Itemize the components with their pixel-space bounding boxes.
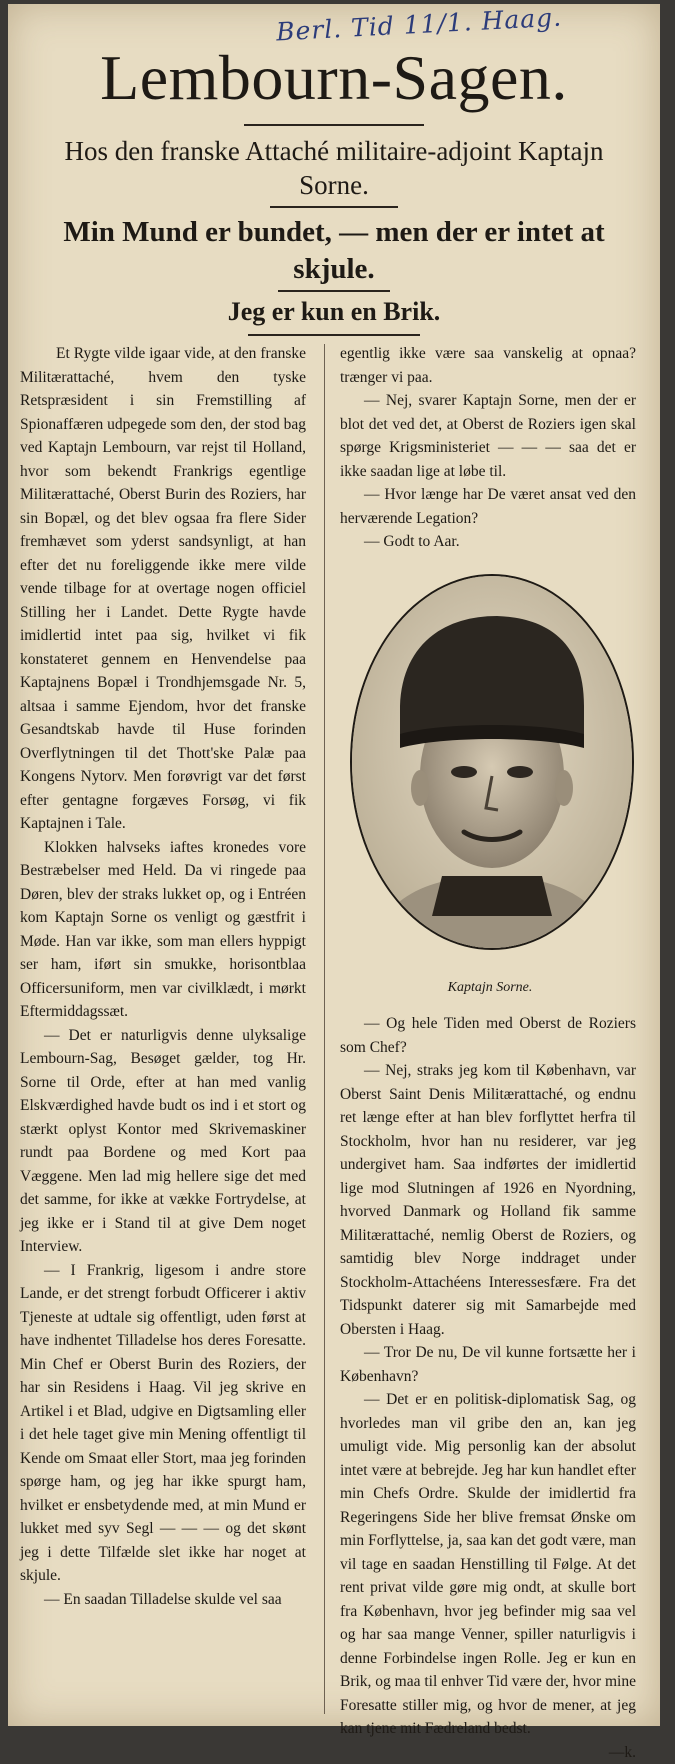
paragraph: — I Frankrig, ligesom i andre store Lande, er det strengt forbudt Officerer i aktiv Tjeneste at udtale sig offentligt, uden først at have indhentet Tilladelse hos deres Foresatte. Min Chef er Oberst Burin des Roziers, der har sin Residens i Haag. Vil jeg skrive en Artikel i et Blad, udgive en Digtsamling eller i det hele taget give min Mening offentligt til Kende om Smaat eller Stort, maa jeg forinden spørge ham, og jeg har ikke spurgt ham, hvilket er ensbetydende med, at min Mund er lukket med syv Segl — — — og det skønt jeg i dette Tilfælde slet ikke har noget at skjule. xyxy=(20,1259,306,1588)
portrait-photo xyxy=(350,574,634,950)
subheadline: Hos den franske Attaché militaire-adjoint Kaptajn Sorne. xyxy=(28,134,640,202)
deck-heading: Min Mund er bundet, — men der er intet at skjule. xyxy=(28,214,640,288)
paragraph: egentlig ikke være saa vanskelig at opnaa? trænger vi paa. xyxy=(340,342,636,389)
paragraph: — Det er en politisk-diplomatisk Sag, og hvorledes man vil gribe den an, kan jeg umuligt vide. Mig personlig kan der absolut intet være at bebrejde. Jeg har kun handlet efter min Chefs Ordre. Skulde der imidlertid fra Regeringens Side her blive fremsat Ønske om min Forflyttelse, ja, saa kan det godt være, man vil tage en saadan Henstilling til Følge. At det rent privat vilde gøre mig ondt, at skulle bort fra København, hvor jeg befinder mig saa vel og har saa mange Venner, spiller naturligvis i denne Forbindelse ingen Rolle. Jeg er kun en Brik, og maa til enhver Tid være der, hvor mine Foresatte stiller mig, og hvor de mener, at jeg kan tjene mit Fædreland bedst. xyxy=(340,1388,636,1741)
column-divider xyxy=(324,344,325,1714)
deck2-rule xyxy=(248,334,420,336)
paragraph: — Tror De nu, De vil kunne fortsætte her i København? xyxy=(340,1341,636,1388)
paragraph: — Godt to Aar. xyxy=(340,530,636,554)
paragraph: — Nej, straks jeg kom til København, var Oberst Saint Denis Militærattaché, og endnu ret længe efter at han blev forflyttet herfra til Stockholm, hvor han nu residerer, var jeg undergivet ham. Saa indførtes der imidlertid lige mod Slutningen af 1926 en Nyordning, hvorved Danmark og Holland fik samme Militærattaché, nemlig Oberst de Roziers, og samtidig blev Norge inddraget under Stockholm-Attachéens Interessesfære. Fra det Tidspunkt daterer sig mit Samarbejde med Obersten i Haag. xyxy=(340,1059,636,1341)
subheadline-rule xyxy=(270,206,398,208)
paragraph: — Nej, svarer Kaptajn Sorne, men der er blot det ved det, at Oberst de Roziers igen skal spørge Krigsministeriet — — — saa det er ikke saadan lige at løbe til. xyxy=(340,389,636,483)
paragraph: — Hvor længe har De været ansat ved den herværende Legation? xyxy=(340,483,636,530)
handwritten-annotation: Berl. Tid 11/1. Haag. xyxy=(275,3,562,47)
left-column xyxy=(20,342,306,1611)
deck-heading-2: Jeg er kun en Brik. xyxy=(28,296,640,328)
paragraph: Klokken halvseks iaftes kronedes vore Bestræbelser med Held. Da vi ringede paa Døren, blev der straks lukket op, og i Entréen kom Kaptajn Sorne os venligt og gæstfrit i Møde. Han var ikke, som man ellers hyppigt ser ham, iført sin smukke, horisontblaa Officersuniform, men var civilklædt, i mørkt Eftermiddagssæt. xyxy=(20,836,306,1024)
paragraph: Et Rygte vilde igaar vide, at den franske Militærattaché, hvem den tyske Retspræsident i sin Fremstilling af Spionaffæren udpegede som den, der stod bag ved Kaptajn Lembourn, var rejst til Holland, hvor som bekendt Frankrigs egentlige Militærattaché, Oberst Burin des Roziers, har sin Bopæl, og det blev ogsaa fra flere Sider fremhævet som yderst sandsynligt, at han efter det nu foreliggende ikke mere vilde vende tilbage for at overtage nogen officiel Stilling her i Landet. Dette Rygte havde imidlertid intet paa sig, hvilket vi fik konstateret gennem en Henvendelse paa Kaptajnens Bopæl i Trondhjemsgade Nr. 5, altsaa i samme Ejendom, hvor det franske Gesandtskab havde til Huse forinden Overflytningen til det Thott'ske Palæ paa Kongens Nytorv. Men forøvrigt var det først efter gentagne forgæves Forsøg, vi fik Kaptajnen i Tale. xyxy=(20,342,306,836)
headline-rule xyxy=(244,124,424,126)
right-column-bottom xyxy=(340,1012,636,1764)
author-signature: —k. xyxy=(340,1741,636,1764)
deck-rule xyxy=(278,290,390,292)
right-column-top xyxy=(340,342,636,554)
paragraph: — En saadan Tilladelse skulde vel saa xyxy=(20,1588,306,1612)
newspaper-clipping xyxy=(8,4,660,1726)
headline: Lembourn-Sagen. xyxy=(8,42,660,114)
paragraph: — Det er naturligvis denne ulyksalige Lembourn-Sag, Besøget gælder, tog Hr. Sorne til Orde, efter at han med vanlig Elskværdighed havde budt os ind i et stort og stærkt oplyst Kontor med Skrivemaskiner rundt paa Bordene og med Kort paa Væggene. Men lad mig hellere sige det med det samme, for ikke at vække Fortrydelse, at jeg ikke er i Stand til at give Dem noget Interview. xyxy=(20,1024,306,1259)
photo-caption: Kaptajn Sorne. xyxy=(350,980,630,996)
paragraph: — Og hele Tiden med Oberst de Roziers som Chef? xyxy=(340,1012,636,1059)
